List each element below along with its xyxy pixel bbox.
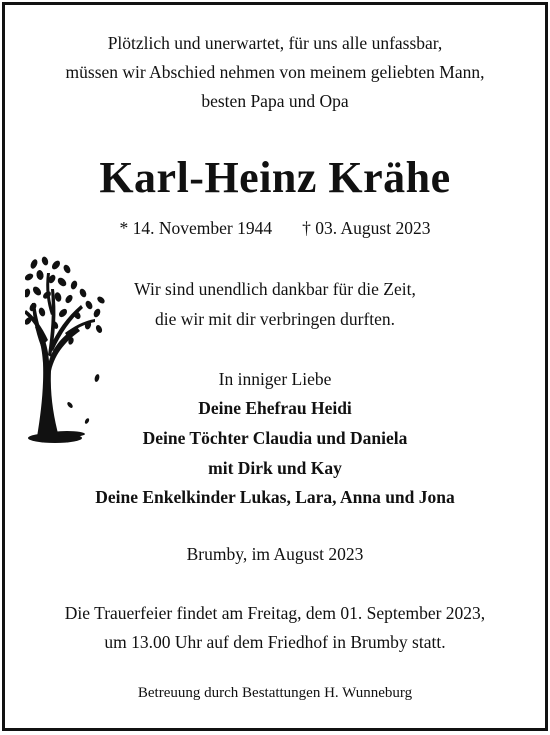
- obituary-notice: [2, 2, 548, 731]
- intro-line-2: müssen wir Abschied nehmen von meinem geliebten Mann,: [65, 62, 485, 82]
- funeral-line-1: Die Trauerfeier findet am Freitag, dem 01. September 2023,: [64, 603, 486, 623]
- tribute-line-2: die wir mit dir verbringen durften.: [154, 309, 396, 329]
- mourner-line-1: Deine Ehefrau Heidi: [198, 398, 352, 418]
- intro-line-1: Plötzlich und unerwartet, für uns alle unfassbar,: [107, 33, 443, 53]
- mourners-intro: In inniger Liebe: [218, 369, 332, 389]
- mourner-line-3: mit Dirk und Kay: [208, 458, 342, 478]
- mourner-line-4: Deine Enkelkinder Lukas, Lara, Anna und Jona: [95, 487, 455, 507]
- tribute-line-1: Wir sind unendlich dankbar für die Zeit,: [134, 279, 416, 299]
- birth-date: * 14. November 1944: [119, 218, 273, 238]
- undertaker-credit: Betreuung durch Bestattungen H. Wunneburg: [137, 685, 413, 701]
- death-date: † 03. August 2023: [302, 218, 431, 238]
- funeral-line-2: um 13.00 Uhr auf dem Friedhof in Brumby statt.: [104, 632, 446, 652]
- intro-line-3: besten Papa und Opa: [201, 91, 349, 111]
- mourner-line-2: Deine Töchter Claudia und Daniela: [142, 428, 408, 448]
- place-date: Brumby, im August 2023: [186, 544, 364, 564]
- deceased-name: Karl-Heinz Krähe: [99, 153, 451, 202]
- life-dates: [5, 218, 545, 239]
